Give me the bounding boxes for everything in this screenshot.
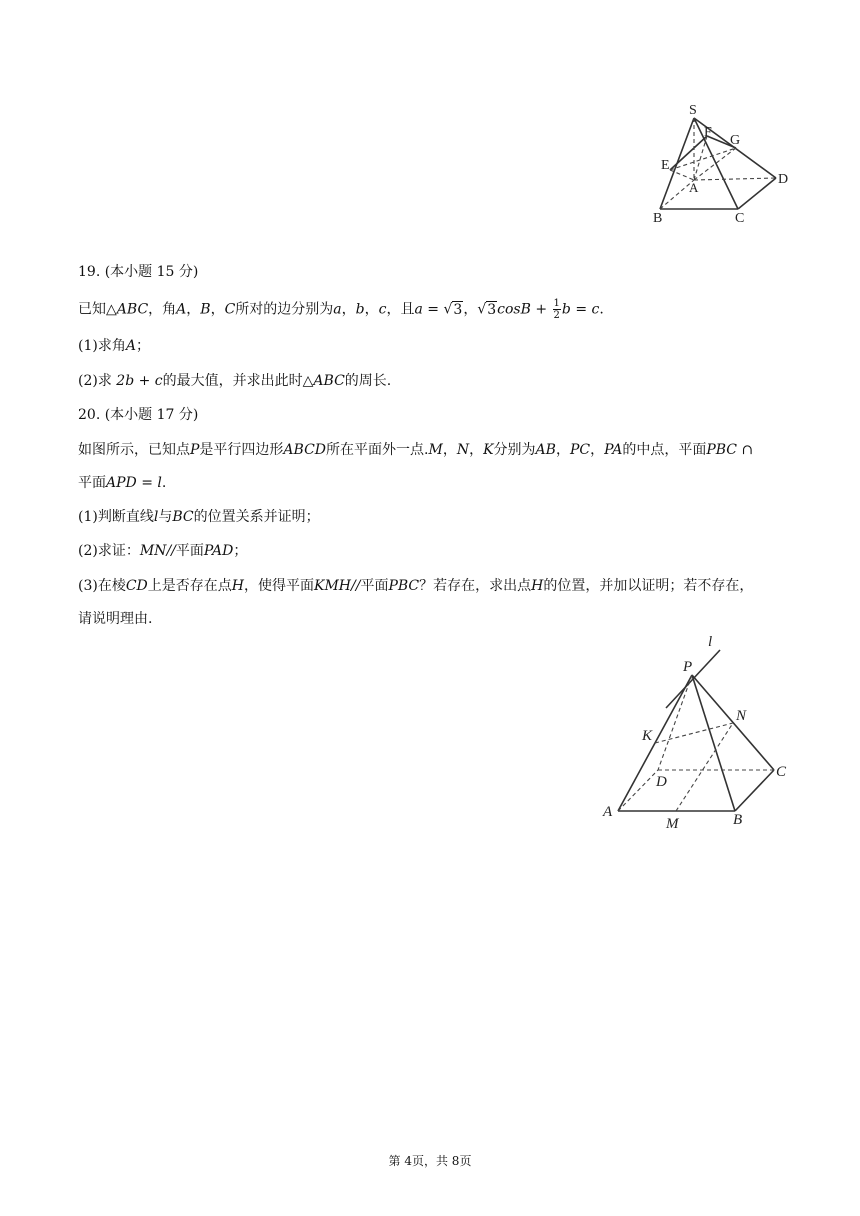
q20-part1: (1)判断直线l与BC的位置关系并证明； bbox=[78, 509, 320, 525]
label-g: G bbox=[730, 133, 741, 148]
label-a: A bbox=[603, 804, 613, 820]
q20-stem-line1: 如图所示，已知点P是平行四边形ABCD所在平面外一点.M，N，K分别为AB，PC，PA的中点，平面PBC ∩ bbox=[78, 442, 754, 458]
label-p: P bbox=[683, 659, 693, 675]
label-f: F bbox=[704, 125, 712, 140]
q20-part2: (2)求证：MN//平面PAD； bbox=[78, 543, 248, 559]
label-a: A bbox=[689, 180, 699, 195]
q20-part3-cont: 请说明理由. bbox=[78, 611, 153, 627]
q19-header: 19. (本小题 15 分) bbox=[78, 264, 199, 280]
label-e: E bbox=[661, 158, 670, 173]
page-footer: 第 4页，共 8页 bbox=[388, 1154, 472, 1168]
label-b: B bbox=[733, 812, 743, 828]
q19-part2: (2)求 2b + c的最大值，并求出此时△ABC的周长. bbox=[78, 373, 392, 389]
q19-part1: (1)求角A； bbox=[78, 338, 150, 354]
figure-pyramid-pabcd bbox=[598, 630, 798, 835]
q19-stem: 已知△ABC，角A，B，C所对的边分别为a，b，c，且a = √3，√3cosB + $\frac{1}{2}$ b = c. bbox=[78, 298, 604, 321]
label-l: l bbox=[708, 634, 713, 650]
label-n: N bbox=[736, 708, 747, 724]
label-s: S bbox=[689, 103, 697, 118]
label-k: K bbox=[642, 728, 653, 744]
figure-pyramid-sabcd bbox=[640, 98, 800, 228]
label-c: C bbox=[735, 211, 745, 226]
q20-part3: (3)在棱CD上是否存在点H，使得平面KMH//平面PBC？若存在，求出点H的位置，并加以证明；若不存在， bbox=[78, 578, 754, 594]
q20-header: 20. (本小题 17 分) bbox=[78, 407, 199, 423]
label-d: D bbox=[656, 774, 667, 790]
q20-stem-line2: 平面APD = l. bbox=[78, 475, 167, 491]
label-m: M bbox=[666, 816, 679, 832]
label-d: D bbox=[778, 172, 789, 187]
label-c: C bbox=[776, 764, 787, 780]
label-b: B bbox=[653, 211, 663, 226]
